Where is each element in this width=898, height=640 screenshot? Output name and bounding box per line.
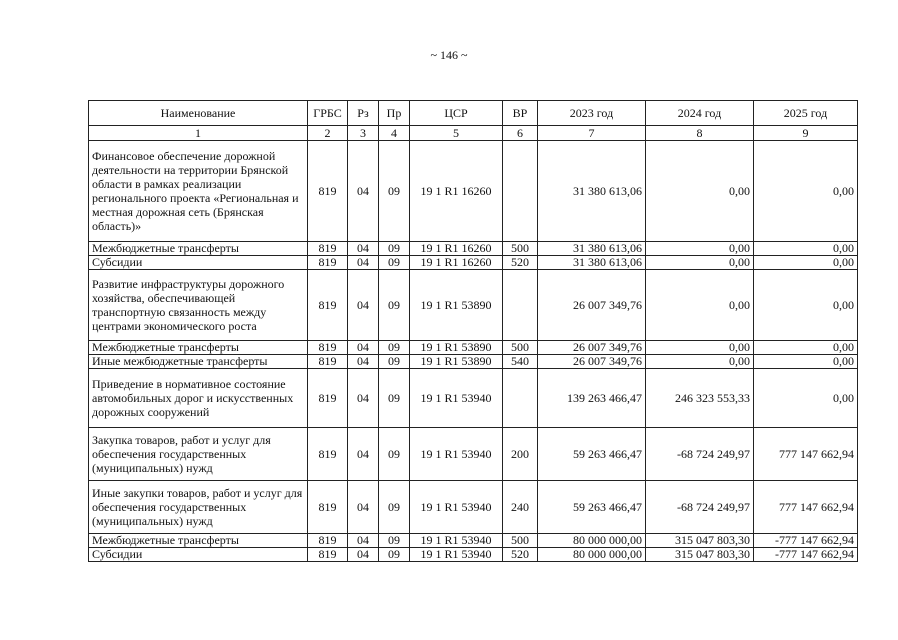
table-row xyxy=(89,141,858,242)
row-grbs: 819 xyxy=(308,341,348,355)
row-grbs: 819 xyxy=(308,242,348,256)
column-number: 8 xyxy=(646,126,754,141)
row-amount-2025: 0,00 xyxy=(754,242,858,256)
row-amount-2025: 0,00 xyxy=(754,355,858,369)
row-name: Межбюджетные трансферты xyxy=(89,534,308,548)
row-name: Развитие инфраструктуры дорожного хозяйства, обеспечивающей транспортную связанность между центрами экономического роста xyxy=(89,270,308,341)
row-grbs: 819 xyxy=(308,369,348,428)
row-csr: 19 1 R1 16260 xyxy=(410,256,503,270)
row-csr: 19 1 R1 53890 xyxy=(410,270,503,341)
row-csr: 19 1 R1 53890 xyxy=(410,355,503,369)
column-number: 4 xyxy=(379,126,410,141)
column-number: 7 xyxy=(538,126,646,141)
row-vr: 500 xyxy=(503,242,538,256)
row-amount-2024: 0,00 xyxy=(646,242,754,256)
column-number: 3 xyxy=(348,126,379,141)
row-pr: 09 xyxy=(379,141,410,242)
column-number: 9 xyxy=(754,126,858,141)
row-amount-2023: 26 007 349,76 xyxy=(538,341,646,355)
row-name: Межбюджетные трансферты xyxy=(89,341,308,355)
row-rz: 04 xyxy=(348,242,379,256)
row-pr: 09 xyxy=(379,548,410,562)
row-rz: 04 xyxy=(348,270,379,341)
row-pr: 09 xyxy=(379,428,410,481)
row-name: Финансовое обеспечение дорожной деятельности на территории Брянской области в рамках реализации регионального проекта «Региональная и местная дорожная сеть (Брянская область)» xyxy=(89,141,308,242)
table-row xyxy=(89,548,858,562)
header-cell-name: Наименование xyxy=(89,101,308,126)
table-row xyxy=(89,341,858,355)
column-number: 6 xyxy=(503,126,538,141)
row-amount-2025: 0,00 xyxy=(754,369,858,428)
row-rz: 04 xyxy=(348,428,379,481)
row-amount-2023: 31 380 613,06 xyxy=(538,242,646,256)
column-number: 1 xyxy=(89,126,308,141)
row-rz: 04 xyxy=(348,341,379,355)
column-number: 5 xyxy=(410,126,503,141)
table-row xyxy=(89,481,858,534)
row-amount-2023: 31 380 613,06 xyxy=(538,141,646,242)
row-vr: 520 xyxy=(503,256,538,270)
row-pr: 09 xyxy=(379,355,410,369)
row-pr: 09 xyxy=(379,341,410,355)
table-row xyxy=(89,355,858,369)
row-amount-2024: 0,00 xyxy=(646,256,754,270)
row-csr: 19 1 R1 53890 xyxy=(410,341,503,355)
row-rz: 04 xyxy=(348,256,379,270)
row-grbs: 819 xyxy=(308,270,348,341)
table-row xyxy=(89,369,858,428)
row-pr: 09 xyxy=(379,242,410,256)
row-amount-2025: 0,00 xyxy=(754,341,858,355)
row-amount-2025: 0,00 xyxy=(754,141,858,242)
row-rz: 04 xyxy=(348,534,379,548)
row-name: Межбюджетные трансферты xyxy=(89,242,308,256)
row-rz: 04 xyxy=(348,481,379,534)
row-grbs: 819 xyxy=(308,428,348,481)
row-amount-2024: 315 047 803,30 xyxy=(646,548,754,562)
column-number: 2 xyxy=(308,126,348,141)
row-amount-2023: 26 007 349,76 xyxy=(538,270,646,341)
header-cell-csr: ЦСР xyxy=(410,101,503,126)
row-amount-2024: 0,00 xyxy=(646,270,754,341)
row-amount-2024: 0,00 xyxy=(646,341,754,355)
row-amount-2024: 0,00 xyxy=(646,355,754,369)
row-amount-2024: 0,00 xyxy=(646,141,754,242)
row-vr: 240 xyxy=(503,481,538,534)
row-amount-2023: 31 380 613,06 xyxy=(538,256,646,270)
row-vr xyxy=(503,141,538,242)
row-csr: 19 1 R1 53940 xyxy=(410,428,503,481)
header-row xyxy=(89,101,858,126)
row-amount-2025: 777 147 662,94 xyxy=(754,428,858,481)
row-grbs: 819 xyxy=(308,534,348,548)
row-csr: 19 1 R1 16260 xyxy=(410,242,503,256)
row-rz: 04 xyxy=(348,141,379,242)
row-vr: 500 xyxy=(503,534,538,548)
table-row xyxy=(89,428,858,481)
row-vr xyxy=(503,369,538,428)
page-number: ~ 146 ~ xyxy=(430,48,468,62)
row-name: Субсидии xyxy=(89,256,308,270)
row-vr: 500 xyxy=(503,341,538,355)
row-pr: 09 xyxy=(379,534,410,548)
column-number-row xyxy=(89,126,858,141)
header-cell-2024: 2024 год xyxy=(646,101,754,126)
budget-table xyxy=(88,100,858,562)
row-csr: 19 1 R1 53940 xyxy=(410,548,503,562)
row-grbs: 819 xyxy=(308,256,348,270)
row-amount-2023: 59 263 466,47 xyxy=(538,481,646,534)
row-name: Субсидии xyxy=(89,548,308,562)
row-grbs: 819 xyxy=(308,548,348,562)
row-amount-2023: 139 263 466,47 xyxy=(538,369,646,428)
row-pr: 09 xyxy=(379,256,410,270)
table-row xyxy=(89,256,858,270)
row-rz: 04 xyxy=(348,548,379,562)
row-amount-2024: 315 047 803,30 xyxy=(646,534,754,548)
header-cell-pr: Пр xyxy=(379,101,410,126)
row-pr: 09 xyxy=(379,270,410,341)
header-cell-2023: 2023 год xyxy=(538,101,646,126)
header-cell-2025: 2025 год xyxy=(754,101,858,126)
table-row xyxy=(89,242,858,256)
row-csr: 19 1 R1 53940 xyxy=(410,481,503,534)
row-vr: 200 xyxy=(503,428,538,481)
row-name: Закупка товаров, работ и услуг для обеспечения государственных (муниципальных) нужд xyxy=(89,428,308,481)
table-row xyxy=(89,534,858,548)
row-name: Иные закупки товаров, работ и услуг для обеспечения государственных (муниципальных) нужд xyxy=(89,481,308,534)
row-amount-2025: 777 147 662,94 xyxy=(754,481,858,534)
row-amount-2023: 80 000 000,00 xyxy=(538,534,646,548)
row-amount-2023: 59 263 466,47 xyxy=(538,428,646,481)
row-amount-2024: -68 724 249,97 xyxy=(646,481,754,534)
row-vr xyxy=(503,270,538,341)
row-vr: 520 xyxy=(503,548,538,562)
row-grbs: 819 xyxy=(308,355,348,369)
row-amount-2025: -777 147 662,94 xyxy=(754,534,858,548)
row-amount-2024: 246 323 553,33 xyxy=(646,369,754,428)
row-amount-2025: 0,00 xyxy=(754,256,858,270)
row-pr: 09 xyxy=(379,481,410,534)
row-amount-2025: 0,00 xyxy=(754,270,858,341)
table-row xyxy=(89,270,858,341)
header-cell-vr: ВР xyxy=(503,101,538,126)
row-vr: 540 xyxy=(503,355,538,369)
header-cell-grbs: ГРБС xyxy=(308,101,348,126)
row-amount-2023: 80 000 000,00 xyxy=(538,548,646,562)
header-cell-rz: Рз xyxy=(348,101,379,126)
row-csr: 19 1 R1 53940 xyxy=(410,369,503,428)
row-amount-2023: 26 007 349,76 xyxy=(538,355,646,369)
row-name: Приведение в нормативное состояние автомобильных дорог и искусственных дорожных сооружений xyxy=(89,369,308,428)
row-grbs: 819 xyxy=(308,141,348,242)
row-amount-2024: -68 724 249,97 xyxy=(646,428,754,481)
row-csr: 19 1 R1 53940 xyxy=(410,534,503,548)
row-rz: 04 xyxy=(348,369,379,428)
row-rz: 04 xyxy=(348,355,379,369)
row-csr: 19 1 R1 16260 xyxy=(410,141,503,242)
row-grbs: 819 xyxy=(308,481,348,534)
row-amount-2025: -777 147 662,94 xyxy=(754,548,858,562)
row-pr: 09 xyxy=(379,369,410,428)
row-name: Иные межбюджетные трансферты xyxy=(89,355,308,369)
